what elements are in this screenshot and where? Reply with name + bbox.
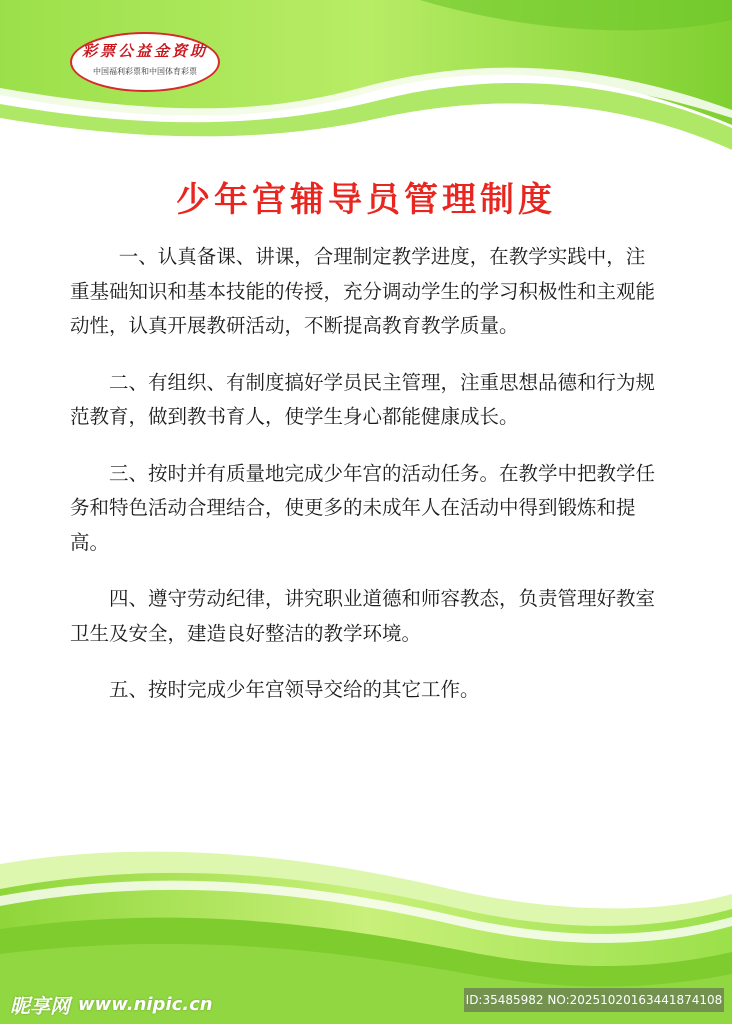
image-id-bar: ID:35485982 NO:20251020163441874108	[464, 988, 724, 1012]
page-title: 少年宫辅导员管理制度	[176, 180, 556, 220]
regulation-body	[70, 240, 662, 730]
watermark-logo: 昵享网	[10, 993, 70, 1018]
lottery-fund-logo	[70, 32, 220, 92]
paragraph-5: 五、按时完成少年宫领导交给的其它工作。	[109, 678, 480, 701]
logo-sub-text: 中国福利彩票和中国体育彩票	[93, 67, 197, 76]
paragraph-3: 三、按时并有质量地完成少年宫的活动任务。在教学中把教学任务和特色活动合理结合，使更多的未成年人在活动中得到锻炼和提高。	[70, 461, 656, 554]
paragraph-4: 四、遵守劳动纪律，讲究职业道德和师容教态，负责管理好教室卫生及安全，建造良好整洁的教学环境。	[70, 587, 656, 645]
watermark-url: www.nipic.cn	[78, 993, 213, 1015]
site-watermark	[10, 992, 213, 1016]
paragraph-2: 二、有组织、有制度搞好学员民主管理，注重思想品德和行为规范教育，做到教书育人，使学生身心都能健康成长。	[70, 370, 656, 428]
logo-main-text: 彩票公益金资助	[81, 42, 208, 60]
paragraph-1: 一、认真备课、讲课，合理制定教学进度，在教学实践中，注重基础知识和基本技能的传授，充分调动学生的学习积极性和主观能动性，认真开展教研活动，不断提高教育教学质量。	[70, 245, 656, 337]
